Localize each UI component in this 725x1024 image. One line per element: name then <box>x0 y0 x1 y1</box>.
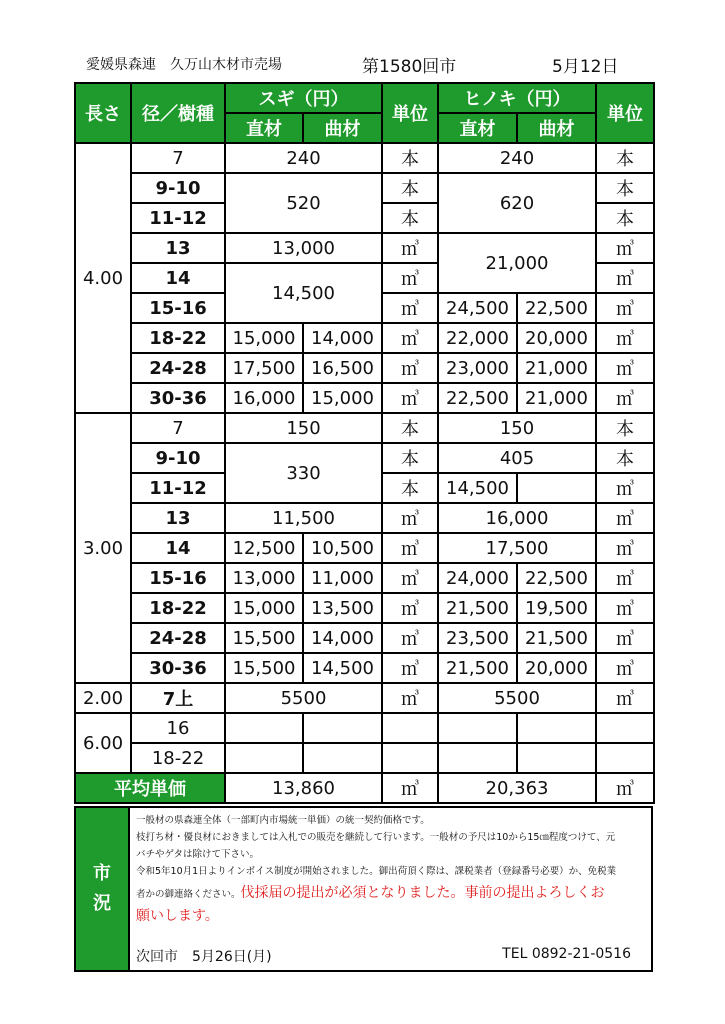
average-label: 平均単価 <box>75 773 225 803</box>
remark-text: 者かの御連絡ください。 <box>136 889 241 900</box>
remark-notice: 願いします。 <box>136 908 219 924</box>
unit-cell: ㎥ <box>596 623 654 653</box>
price-cell: 150 <box>438 413 596 443</box>
col-sugi: スギ（円） <box>225 83 382 113</box>
diameter-cell: 7上 <box>131 683 225 713</box>
unit-cell: ㎥ <box>382 533 438 563</box>
diameter-cell: 7 <box>131 413 225 443</box>
unit-cell: 本 <box>596 443 654 473</box>
diameter-cell: 15-16 <box>131 293 225 323</box>
col-sugi-straight: 直材 <box>225 113 303 143</box>
price-cell: 14,500 <box>438 473 517 503</box>
remark-notice: 伐採届の提出が必須となりました。事前の提出よろしくお <box>240 885 605 901</box>
empty-cell <box>596 713 654 743</box>
diameter-cell: 16 <box>131 713 225 743</box>
unit-cell: ㎥ <box>382 503 438 533</box>
price-cell: 21,000 <box>517 383 596 413</box>
price-cell: 22,500 <box>517 563 596 593</box>
price-cell: 15,500 <box>225 623 303 653</box>
col-hinoki-curved: 曲材 <box>517 113 596 143</box>
remark-line: バチやゲタは除けて下さい。 <box>136 849 260 860</box>
remarks-box <box>130 806 653 972</box>
price-cell: 22,500 <box>517 293 596 323</box>
unit-cell: ㎥ <box>596 383 654 413</box>
price-cell: 16,000 <box>225 383 303 413</box>
unit-cell: ㎥ <box>596 653 654 683</box>
empty-cell <box>517 473 596 503</box>
empty-cell <box>438 713 517 743</box>
diameter-cell: 9-10 <box>131 173 225 203</box>
unit-cell: 本 <box>596 203 654 233</box>
col-diameter-species: 径／樹種 <box>131 83 225 143</box>
diameter-cell: 24-28 <box>131 353 225 383</box>
price-cell: 5500 <box>225 683 382 713</box>
diameter-cell: 13 <box>131 233 225 263</box>
market-label-1: 市 <box>93 863 111 884</box>
price-cell: 21,000 <box>517 353 596 383</box>
price-cell: 24,500 <box>438 293 517 323</box>
unit-cell: 本 <box>382 143 438 173</box>
price-cell: 11,000 <box>303 563 382 593</box>
empty-cell <box>438 743 517 773</box>
unit-cell: ㎥ <box>596 773 654 803</box>
next-market: 次回市 5月26日(月) <box>136 949 272 965</box>
empty-cell <box>596 743 654 773</box>
price-cell: 16,500 <box>303 353 382 383</box>
unit-cell: ㎥ <box>382 563 438 593</box>
col-hinoki: ヒノキ（円） <box>438 83 596 113</box>
price-cell: 10,500 <box>303 533 382 563</box>
unit-cell: ㎥ <box>596 473 654 503</box>
price-cell: 14,000 <box>303 623 382 653</box>
price-cell: 19,500 <box>517 593 596 623</box>
diameter-cell: 30-36 <box>131 383 225 413</box>
unit-cell: ㎥ <box>596 293 654 323</box>
diameter-cell: 7 <box>131 143 225 173</box>
price-cell: 20,000 <box>517 323 596 353</box>
unit-cell: 本 <box>596 173 654 203</box>
price-cell: 23,000 <box>438 353 517 383</box>
remark-line: 一般材の県森連全体（一部町内市場統一単価）の統一契約価格です。 <box>136 815 430 826</box>
unit-cell: 本 <box>382 413 438 443</box>
price-cell: 15,000 <box>225 323 303 353</box>
market-label-2: 況 <box>93 893 111 914</box>
empty-cell <box>382 743 438 773</box>
price-cell: 24,000 <box>438 563 517 593</box>
header-session: 第1580回市 <box>362 57 457 77</box>
average-sugi: 13,860 <box>225 773 382 803</box>
unit-cell: ㎥ <box>596 233 654 263</box>
price-cell: 14,500 <box>303 653 382 683</box>
price-cell: 17,500 <box>225 353 303 383</box>
length-cell: 6.00 <box>75 713 131 773</box>
unit-cell: ㎥ <box>596 533 654 563</box>
diameter-cell: 24-28 <box>131 623 225 653</box>
unit-cell: ㎥ <box>382 773 438 803</box>
unit-cell: 本 <box>596 413 654 443</box>
price-cell: 15,000 <box>303 383 382 413</box>
price-cell: 20,000 <box>517 653 596 683</box>
price-cell: 22,500 <box>438 383 517 413</box>
price-cell: 150 <box>225 413 382 443</box>
price-cell: 16,000 <box>438 503 596 533</box>
telephone: TEL 0892-21-0516 <box>502 946 631 962</box>
price-cell: 13,000 <box>225 233 382 263</box>
unit-cell: ㎥ <box>596 683 654 713</box>
unit-cell: ㎥ <box>596 563 654 593</box>
diameter-cell: 9-10 <box>131 443 225 473</box>
col-unit-sugi: 単位 <box>382 83 438 143</box>
price-cell: 11,500 <box>225 503 382 533</box>
col-unit-hinoki: 単位 <box>596 83 654 143</box>
unit-cell: ㎥ <box>382 683 438 713</box>
header-date: 5月12日 <box>552 57 619 77</box>
unit-cell: ㎥ <box>596 263 654 293</box>
unit-cell: ㎥ <box>382 233 438 263</box>
price-cell: 17,500 <box>438 533 596 563</box>
empty-cell <box>382 713 438 743</box>
remark-line: 令和5年10月1日よりインボイス制度が開始されました。御出荷頂く際は、課税業者（登録番号必要）か、免税業 <box>136 866 617 877</box>
market-conditions-label <box>74 806 130 972</box>
unit-cell: 本 <box>382 173 438 203</box>
diameter-cell: 18-22 <box>131 593 225 623</box>
unit-cell: ㎥ <box>382 623 438 653</box>
unit-cell: 本 <box>382 203 438 233</box>
unit-cell: ㎥ <box>382 353 438 383</box>
remarks-footer <box>136 946 631 966</box>
remark-line <box>136 880 645 905</box>
unit-cell: ㎥ <box>382 293 438 323</box>
price-cell: 23,500 <box>438 623 517 653</box>
length-cell: 4.00 <box>75 143 131 413</box>
unit-cell: 本 <box>382 473 438 503</box>
price-cell: 240 <box>438 143 596 173</box>
empty-cell <box>225 713 303 743</box>
price-cell: 21,500 <box>517 623 596 653</box>
unit-cell: 本 <box>596 143 654 173</box>
unit-cell: ㎥ <box>382 593 438 623</box>
diameter-cell: 18-22 <box>131 323 225 353</box>
unit-cell: ㎥ <box>382 383 438 413</box>
price-cell: 21,500 <box>438 593 517 623</box>
diameter-cell: 11-12 <box>131 203 225 233</box>
unit-cell: ㎥ <box>382 323 438 353</box>
price-cell: 14,500 <box>225 263 382 323</box>
price-cell: 22,000 <box>438 323 517 353</box>
empty-cell <box>225 743 303 773</box>
price-table <box>74 82 655 804</box>
price-cell: 12,500 <box>225 533 303 563</box>
length-cell: 2.00 <box>75 683 131 713</box>
empty-cell <box>517 713 596 743</box>
unit-cell: ㎥ <box>596 323 654 353</box>
empty-cell <box>517 743 596 773</box>
header-org: 愛媛県森連 久万山木材市売場 <box>86 57 282 73</box>
unit-cell: ㎥ <box>596 503 654 533</box>
diameter-cell: 15-16 <box>131 563 225 593</box>
col-sugi-curved: 曲材 <box>303 113 382 143</box>
price-cell: 14,000 <box>303 323 382 353</box>
diameter-cell: 30-36 <box>131 653 225 683</box>
average-hinoki: 20,363 <box>438 773 596 803</box>
price-cell: 330 <box>225 443 382 503</box>
price-cell: 13,500 <box>303 593 382 623</box>
unit-cell: ㎥ <box>382 653 438 683</box>
empty-cell <box>303 713 382 743</box>
remark-line: 枝打ち材・優良材におきましては入札での販売を継続して行います。一般材の予尺は10から15㎝程度つけて、元 <box>136 832 616 843</box>
price-cell: 15,500 <box>225 653 303 683</box>
price-cell: 405 <box>438 443 596 473</box>
length-cell: 3.00 <box>75 413 131 683</box>
unit-cell: ㎥ <box>382 263 438 293</box>
price-cell: 620 <box>438 173 596 233</box>
col-length: 長さ <box>75 83 131 143</box>
price-cell: 15,000 <box>225 593 303 623</box>
diameter-cell: 18-22 <box>131 743 225 773</box>
unit-cell: 本 <box>382 443 438 473</box>
unit-cell: ㎥ <box>596 593 654 623</box>
col-hinoki-straight: 直材 <box>438 113 517 143</box>
price-cell: 5500 <box>438 683 596 713</box>
price-cell: 21,500 <box>438 653 517 683</box>
diameter-cell: 11-12 <box>131 473 225 503</box>
price-cell: 21,000 <box>438 233 596 293</box>
empty-cell <box>303 743 382 773</box>
price-cell: 13,000 <box>225 563 303 593</box>
unit-cell: ㎥ <box>596 353 654 383</box>
diameter-cell: 13 <box>131 503 225 533</box>
price-cell: 240 <box>225 143 382 173</box>
diameter-cell: 14 <box>131 263 225 293</box>
diameter-cell: 14 <box>131 533 225 563</box>
price-cell: 520 <box>225 173 382 233</box>
